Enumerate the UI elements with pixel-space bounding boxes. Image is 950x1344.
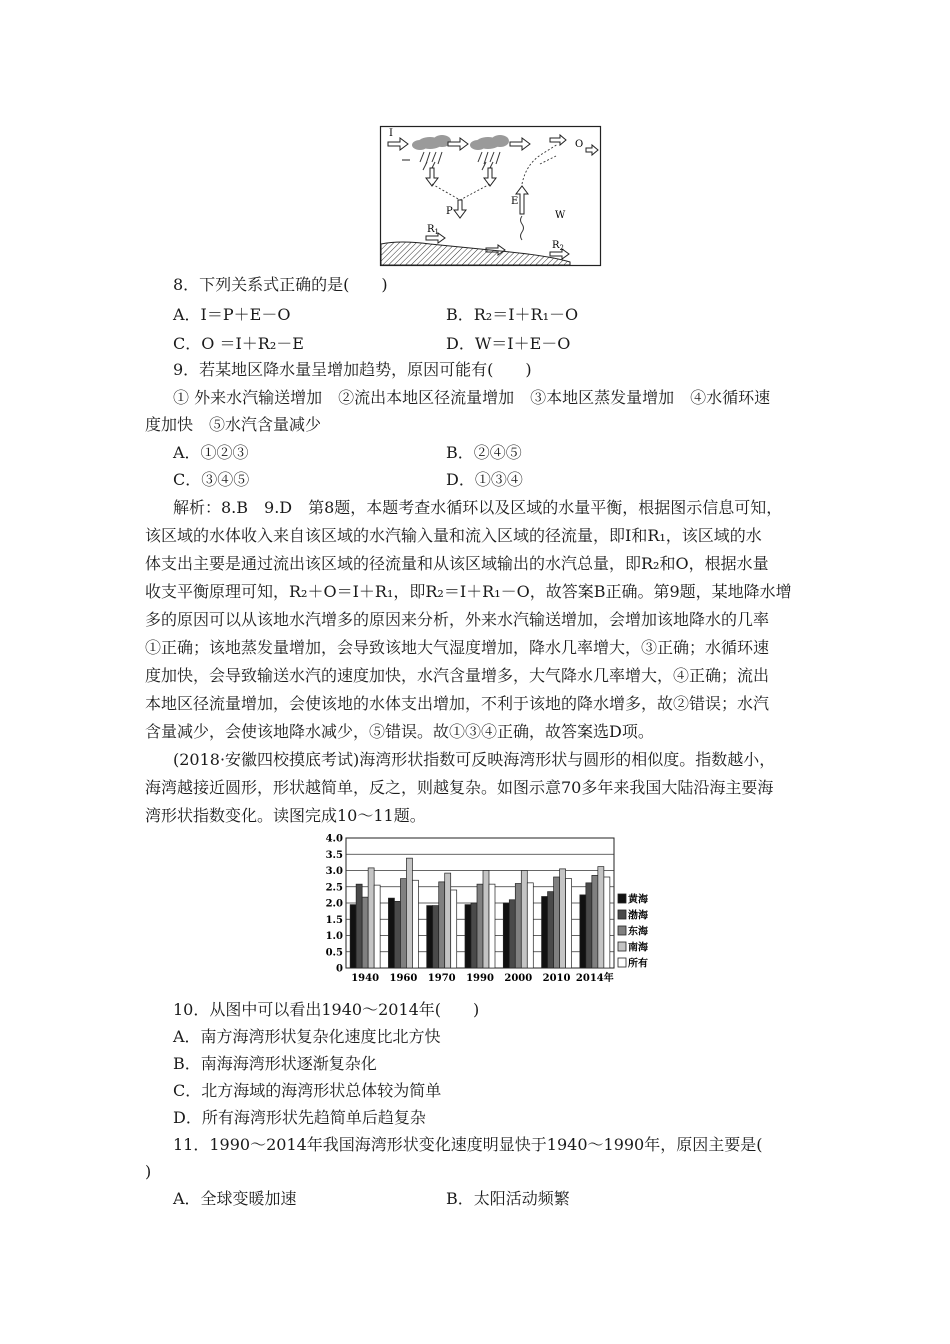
bar-黄海 [350,905,356,968]
analysis-line: 本地区径流量增加，会使该地的水体支出增加，不利于该地的降水增多，故②错误；水汽 [145,694,770,713]
q8-option-b[interactable]: B．R₂＝I＋R₁－O [446,305,579,324]
analysis-line: 多的原因可以从该地水汽增多的原因来分析，外来水汽输送增加，会增加该地降水的几率 [145,610,770,629]
analysis-line: 收支平衡原理可知，R₂＋O＝I＋R₁，即R₂＝I＋R₁－O，故答案B正确。第9题，某地降水增 [145,582,792,601]
legend-label: 南海 [628,942,648,954]
q10-option-a[interactable]: A．南方海湾形状复杂化速度比北方快 [173,1027,441,1046]
bar-南海 [368,868,374,968]
q10-option-d[interactable]: D．所有海湾形状先趋简单后趋复杂 [173,1108,426,1127]
bar-所有 [489,884,495,968]
legend-label: 所有 [628,958,648,970]
bar-渤海 [471,903,477,968]
x-tick-label: 1970 [427,973,456,984]
q10-option-b[interactable]: B．南海海湾形状逐渐复杂化 [173,1054,377,1073]
q9-option-b[interactable]: B．②④⑤ [446,443,522,462]
bar-渤海 [509,900,515,968]
analysis-line: 体支出主要是通过流出该区域的径流量和从该区域输出的水汽总量，即R₂和O，根据水量 [145,554,769,573]
bar-东海 [592,875,598,968]
bar-渤海 [356,884,362,968]
water-cycle-diagram [380,126,601,266]
y-tick-label: 1.5 [325,914,343,926]
bar-南海 [406,858,412,968]
analysis-line: 度加快，会导致输送水汽的速度加快，水汽含量增多，大气降水几率增大，④正确；流出 [145,666,770,685]
y-tick-label: 2.5 [325,882,343,894]
legend-label: 东海 [628,926,648,938]
bar-黄海 [542,897,548,969]
label-P: P [446,206,453,217]
q8-option-c[interactable]: C．O ＝I＋R₂－E [173,334,304,353]
q8-stem: 8．下列关系式正确的是( ) [173,275,388,294]
label-R1: $R_1$ [427,224,439,236]
legend-swatch [618,894,626,903]
q9-items-line2: 度加快 ⑤水汽含量减少 [145,415,322,434]
q9-stem: 9．若某地区降水量呈增加趋势，原因可能有( ) [173,360,532,379]
bay-shape-index-chart [318,832,648,990]
x-tick-label: 1940 [351,973,380,984]
bar-渤海 [586,883,592,968]
q11-option-a[interactable]: A．全球变暖加速 [173,1189,297,1208]
q9-option-c[interactable]: C．③④⑤ [173,470,250,489]
y-tick-label: 1.0 [325,931,343,942]
y-tick-label: 2.0 [325,898,343,910]
legend-swatch [618,910,626,919]
q11-option-b[interactable]: B．太阳活动频繁 [446,1189,570,1208]
bar-黄海 [503,903,509,968]
label-E: E [511,196,519,207]
bar-渤海 [394,901,400,968]
q9-items-line1: ① 外来水汽输送增加 ②流出本地区径流量增加 ③本地区蒸发量增加 ④水循环速 [173,388,771,407]
bar-南海 [445,873,451,968]
bar-所有 [412,880,418,968]
intro-line: 湾形状指数变化。读图完成10～11题。 [145,806,426,825]
analysis-line: 含量减少，会使该地降水减少，⑤错误。故①③④正确，故答案选D项。 [145,722,654,741]
bar-黄海 [427,906,433,968]
legend-swatch [618,926,626,935]
q8-option-a[interactable]: A．I＝P＋E－O [173,305,291,324]
q11-stem: 11．1990～2014年我国海湾形状变化速度明显快于1940～1990年，原因主要是( [173,1135,763,1154]
bar-渤海 [433,906,439,968]
bar-南海 [560,869,566,968]
bar-渤海 [548,892,554,968]
legend-label: 渤海 [628,910,648,922]
x-tick-label: 1990 [466,973,494,984]
bar-南海 [598,867,604,968]
bar-黄海 [465,905,471,968]
analysis-line: 该区域的水体收入来自该区域的水汽输入量和流入区域的径流量，即Ⅰ和R₁，该区域的水 [145,526,762,545]
x-tick-label: 2000 [504,973,533,984]
bar-所有 [527,883,533,968]
legend-label: 黄海 [628,894,648,906]
label-I: I [389,128,393,139]
q10-stem: 10．从图中可以看出1940～2014年( ) [173,1000,480,1019]
bar-东海 [515,884,521,969]
q8-option-d[interactable]: D．W＝I＋E－O [446,334,571,353]
intro-line: (2018·安徽四校摸底考试)海湾形状指数可反映海湾形状与圆形的相似度。指数越小， [173,750,776,769]
bar-黄海 [388,898,394,968]
bar-东海 [362,897,368,968]
x-tick-label: 2014年 [575,973,614,984]
bar-黄海 [580,895,586,968]
bar-所有 [566,879,572,968]
bar-所有 [451,890,457,968]
label-O: O [575,139,584,150]
label-R2: $R_2$ [552,240,564,252]
y-tick-label: 0 [336,963,343,975]
bar-东海 [400,879,406,968]
label-W: W [555,210,566,221]
bar-所有 [374,885,380,968]
bar-东海 [439,882,445,968]
q9-option-d[interactable]: D．①③④ [446,470,523,489]
analysis-line: ①正确；该地蒸发量增加，会导致该地大气湿度增加，降水几率增大，③正确；水循环速 [145,638,770,657]
x-tick-label: 2010 [542,973,571,984]
legend-swatch [618,958,626,967]
y-tick-label: 0.5 [325,947,343,959]
bar-所有 [604,877,610,968]
bar-东海 [554,877,560,968]
y-tick-label: 4.0 [325,833,343,845]
q11-stem-end: ) [145,1162,152,1181]
y-tick-label: 3.0 [325,866,343,877]
analysis-line: 解析：8.B 9.D 第8题，本题考查水循环以及区域的水量平衡，根据图示信息可知， [173,498,783,517]
bar-东海 [477,884,483,968]
q9-option-a[interactable]: A．①②③ [173,443,249,462]
bar-南海 [483,871,489,969]
y-tick-label: 3.5 [325,849,343,861]
q10-option-c[interactable]: C．北方海域的海湾形状总体较为简单 [173,1081,442,1100]
intro-line: 海湾越接近圆形，形状越简单，反之，则越复杂。如图示意70多年来我国大陆沿海主要海 [145,778,774,797]
x-tick-label: 1960 [389,973,418,984]
bar-南海 [521,871,527,969]
legend-swatch [618,942,626,951]
